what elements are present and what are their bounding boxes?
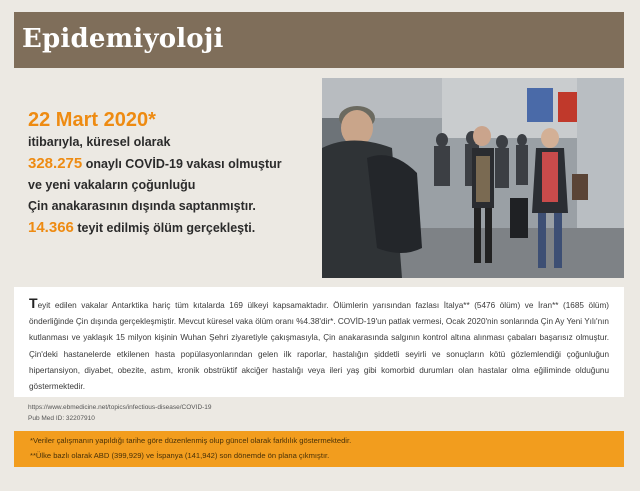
intro-line-1: itibarıyla, küresel olarak <box>28 135 171 149</box>
reference-url: https://www.ebmedicine.net/topics/infectious-disease/COVID-19 <box>28 404 212 411</box>
cases-text: onaylı COVİD-19 vakası olmuştur <box>82 157 282 171</box>
pubmed-id: Pub Med ID: 32207910 <box>28 415 95 422</box>
intro-deaths-line <box>28 217 318 239</box>
footnote-2: **Ülke bazlı olarak ABD (399,929) ve İspanya (141,942) son dönemde ön plana çıkmıştır. <box>30 451 330 460</box>
cases-number: 328.275 <box>28 155 83 172</box>
intro-date-line <box>28 108 318 132</box>
body-paragraph <box>29 295 609 395</box>
intro-line-3: ve yeni vakaların çoğunluğu <box>28 178 196 192</box>
footnotes-box <box>14 431 624 467</box>
drop-cap: T <box>29 295 38 311</box>
references <box>28 402 212 424</box>
intro-date: 22 Mart 2020 <box>28 109 149 131</box>
intro-line-4: Çin anakarasının dışında saptanmıştır. <box>28 199 256 213</box>
body-text: eyit edilen vakalar Antarktika hariç tüm kıtalarda 169 ülkeyi kapsamaktadır. Ölümlerin yarısından fazlası İtalya** (5476 ölüm) ve İran** (1685 ölüm) önderliğinde Çin dışında gerçekleşmiştir. Mevcut küresel vaka ölüm oranı %4.38'dir*. COVİD-19'un patlak vermesi, Ocak 2020'nin sonlarında Çin Ay Yeni Yılı'nın kutlanması ve yaklaşık 15 milyon kişinin Wuhan Şehri ziyaretiyle çakışmasıyla, Çin anakarasında salgının kontrol altına alınması çabaları başarısız olmuştur. Çin'deki hastanelerde etkilenen hasta popülasyonlarından gelen ilk raporlar, hastalığın şiddetli seyirli ve sonuçların kötü gözlemlendiği çoğunluğun hipertansiyon, diyabet, obezite, astım, kronik obstrüktif akciğer hastalığı veya ileri yaş gibi komorbid durumları olan hastalar olma eğiliminde olduğunu göstermektedir. <box>29 301 609 392</box>
intro-summary <box>28 108 318 239</box>
intro-cases-line <box>28 153 318 175</box>
page-title: Epidemiyoloji <box>22 24 224 54</box>
deaths-text: teyit edilmiş ölüm gerçekleşti. <box>73 221 256 235</box>
deaths-number: 14.366 <box>28 219 74 236</box>
intro-date-mark: * <box>148 109 156 131</box>
footnote-1: *Veriler çalışmanın yapıldığı tarihe göre düzenlenmiş olup güncel olarak farklılık göstermektedir. <box>30 436 352 445</box>
header-banner <box>14 12 624 68</box>
body-card <box>14 287 624 397</box>
airport-crowd-photo <box>322 78 624 278</box>
